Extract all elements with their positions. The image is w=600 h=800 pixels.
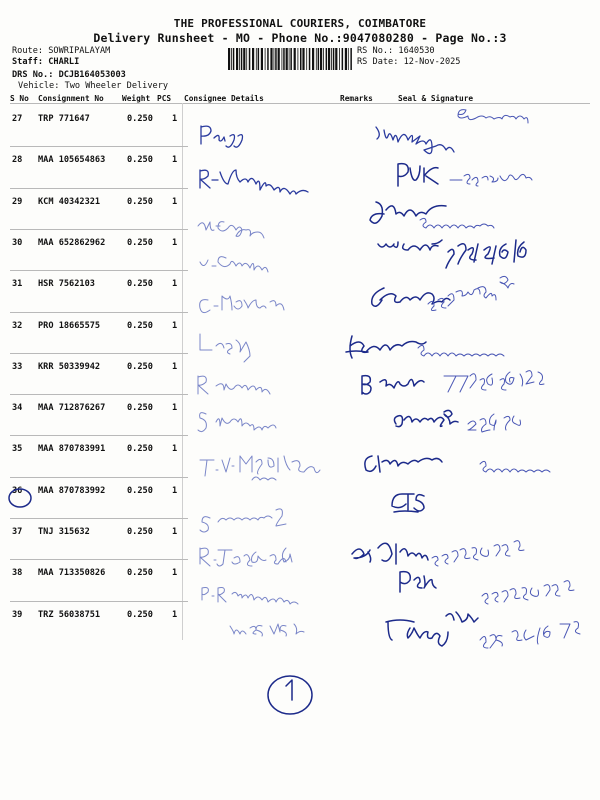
barcode xyxy=(228,48,354,70)
row-separator xyxy=(10,229,188,230)
table-row xyxy=(0,521,600,562)
table-row xyxy=(0,480,600,521)
rs-number: RS No.: 1640530 xyxy=(357,46,435,56)
row-serial-number: 27 xyxy=(12,114,23,124)
row-pieces: 1 xyxy=(172,444,178,455)
row-separator xyxy=(10,146,188,147)
table-row xyxy=(0,315,600,356)
table-row xyxy=(0,273,600,314)
table-row xyxy=(0,438,600,479)
col-header-remarks: Remarks xyxy=(340,94,373,103)
row-pieces: 1 xyxy=(172,609,178,620)
consignment-number: MAA 712876267 xyxy=(38,403,106,414)
row-weight: 0.250 xyxy=(127,485,153,496)
row-serial-number: 33 xyxy=(12,361,23,372)
row-separator xyxy=(10,559,188,560)
row-separator xyxy=(10,394,188,395)
row-serial-number: 39 xyxy=(12,609,23,620)
vehicle-label: Vehicle: Two Wheeler Delivery xyxy=(18,81,169,91)
row-pieces: 1 xyxy=(172,361,178,372)
row-serial-number: 32 xyxy=(12,320,23,331)
row-weight: 0.250 xyxy=(127,444,153,455)
table-row xyxy=(0,149,600,190)
row-weight: 0.250 xyxy=(127,527,153,537)
col-header-pcs: PCS xyxy=(157,94,172,103)
staff-label: Staff: CHARLI xyxy=(12,57,80,67)
consignment-number: TRP 771647 xyxy=(38,114,90,124)
consignment-number: PRO 18665575 xyxy=(38,320,101,331)
consignment-number: MAA 870783992 xyxy=(38,485,106,496)
row-serial-number: 38 xyxy=(12,568,23,579)
row-weight: 0.250 xyxy=(127,279,153,290)
consignment-number: MAA 713350826 xyxy=(38,568,106,579)
table-row xyxy=(0,232,600,273)
row-pieces: 1 xyxy=(172,527,178,537)
row-pieces: 1 xyxy=(172,485,178,496)
col-header-consignee: Consignee Details xyxy=(184,94,264,103)
runsheet-subtitle: Delivery Runsheet - MO - Phone No.:9047080280 - Page No.:3 xyxy=(93,31,507,45)
col-header-sno: S No xyxy=(10,94,29,103)
row-separator xyxy=(10,353,188,354)
row-pieces: 1 xyxy=(172,403,178,414)
row-serial-number: 35 xyxy=(12,444,23,455)
row-pieces: 1 xyxy=(172,196,178,207)
consignment-number: TRZ 56038751 xyxy=(38,609,101,620)
row-serial-number: 28 xyxy=(12,155,23,166)
row-weight: 0.250 xyxy=(127,403,153,414)
row-pieces: 1 xyxy=(172,568,178,579)
row-weight: 0.250 xyxy=(127,114,153,124)
consignment-number: MAA 652862962 xyxy=(38,237,106,248)
row-pieces: 1 xyxy=(172,155,178,166)
row-weight: 0.250 xyxy=(127,237,153,248)
row-separator xyxy=(10,312,188,313)
row-serial-number: 31 xyxy=(12,279,23,290)
table-row xyxy=(0,562,600,603)
row-separator xyxy=(10,435,188,436)
row-serial-number: 36 xyxy=(12,485,23,496)
row-separator xyxy=(10,270,188,271)
consignment-number: TNJ 315632 xyxy=(38,527,90,537)
table-row xyxy=(0,604,600,645)
row-serial-number: 30 xyxy=(12,237,23,248)
rs-date: RS Date: 12-Nov-2025 xyxy=(357,57,461,67)
route-label: Route: SOWRIPALAYAM xyxy=(12,46,111,56)
consignment-number: KCM 40342321 xyxy=(38,196,101,207)
company-title: THE PROFESSIONAL COURIERS, COIMBATORE xyxy=(173,17,427,30)
row-pieces: 1 xyxy=(172,114,178,124)
header-rule xyxy=(10,103,590,104)
row-separator xyxy=(10,188,188,189)
row-pieces: 1 xyxy=(172,279,178,290)
consignment-number: HSR 7562103 xyxy=(38,279,95,290)
row-separator xyxy=(10,601,188,602)
col-header-seal: Seal & Signature xyxy=(398,94,474,103)
col-header-weight: Weight xyxy=(122,94,151,103)
row-separator xyxy=(10,477,188,478)
table-row xyxy=(0,191,600,232)
row-weight: 0.250 xyxy=(127,155,153,166)
row-separator xyxy=(10,518,188,519)
col-header-consignment: Consignment No xyxy=(38,94,104,103)
row-pieces: 1 xyxy=(172,320,178,331)
row-serial-number: 34 xyxy=(12,403,23,414)
consignment-number: MAA 870783991 xyxy=(38,444,106,455)
row-pieces: 1 xyxy=(172,237,178,248)
row-weight: 0.250 xyxy=(127,196,153,207)
table-row xyxy=(0,397,600,438)
row-serial-number: 29 xyxy=(12,196,23,207)
consignment-number: KRR 50339942 xyxy=(38,361,101,372)
table-row xyxy=(0,108,600,149)
row-weight: 0.250 xyxy=(127,609,153,620)
row-weight: 0.250 xyxy=(127,361,153,372)
row-weight: 0.250 xyxy=(127,568,153,579)
consignment-number: MAA 105654863 xyxy=(38,155,106,166)
drs-label: DRS No.: DCJB164053003 xyxy=(12,70,126,80)
row-serial-number: 37 xyxy=(12,527,23,537)
row-weight: 0.250 xyxy=(127,320,153,331)
table-row xyxy=(0,356,600,397)
